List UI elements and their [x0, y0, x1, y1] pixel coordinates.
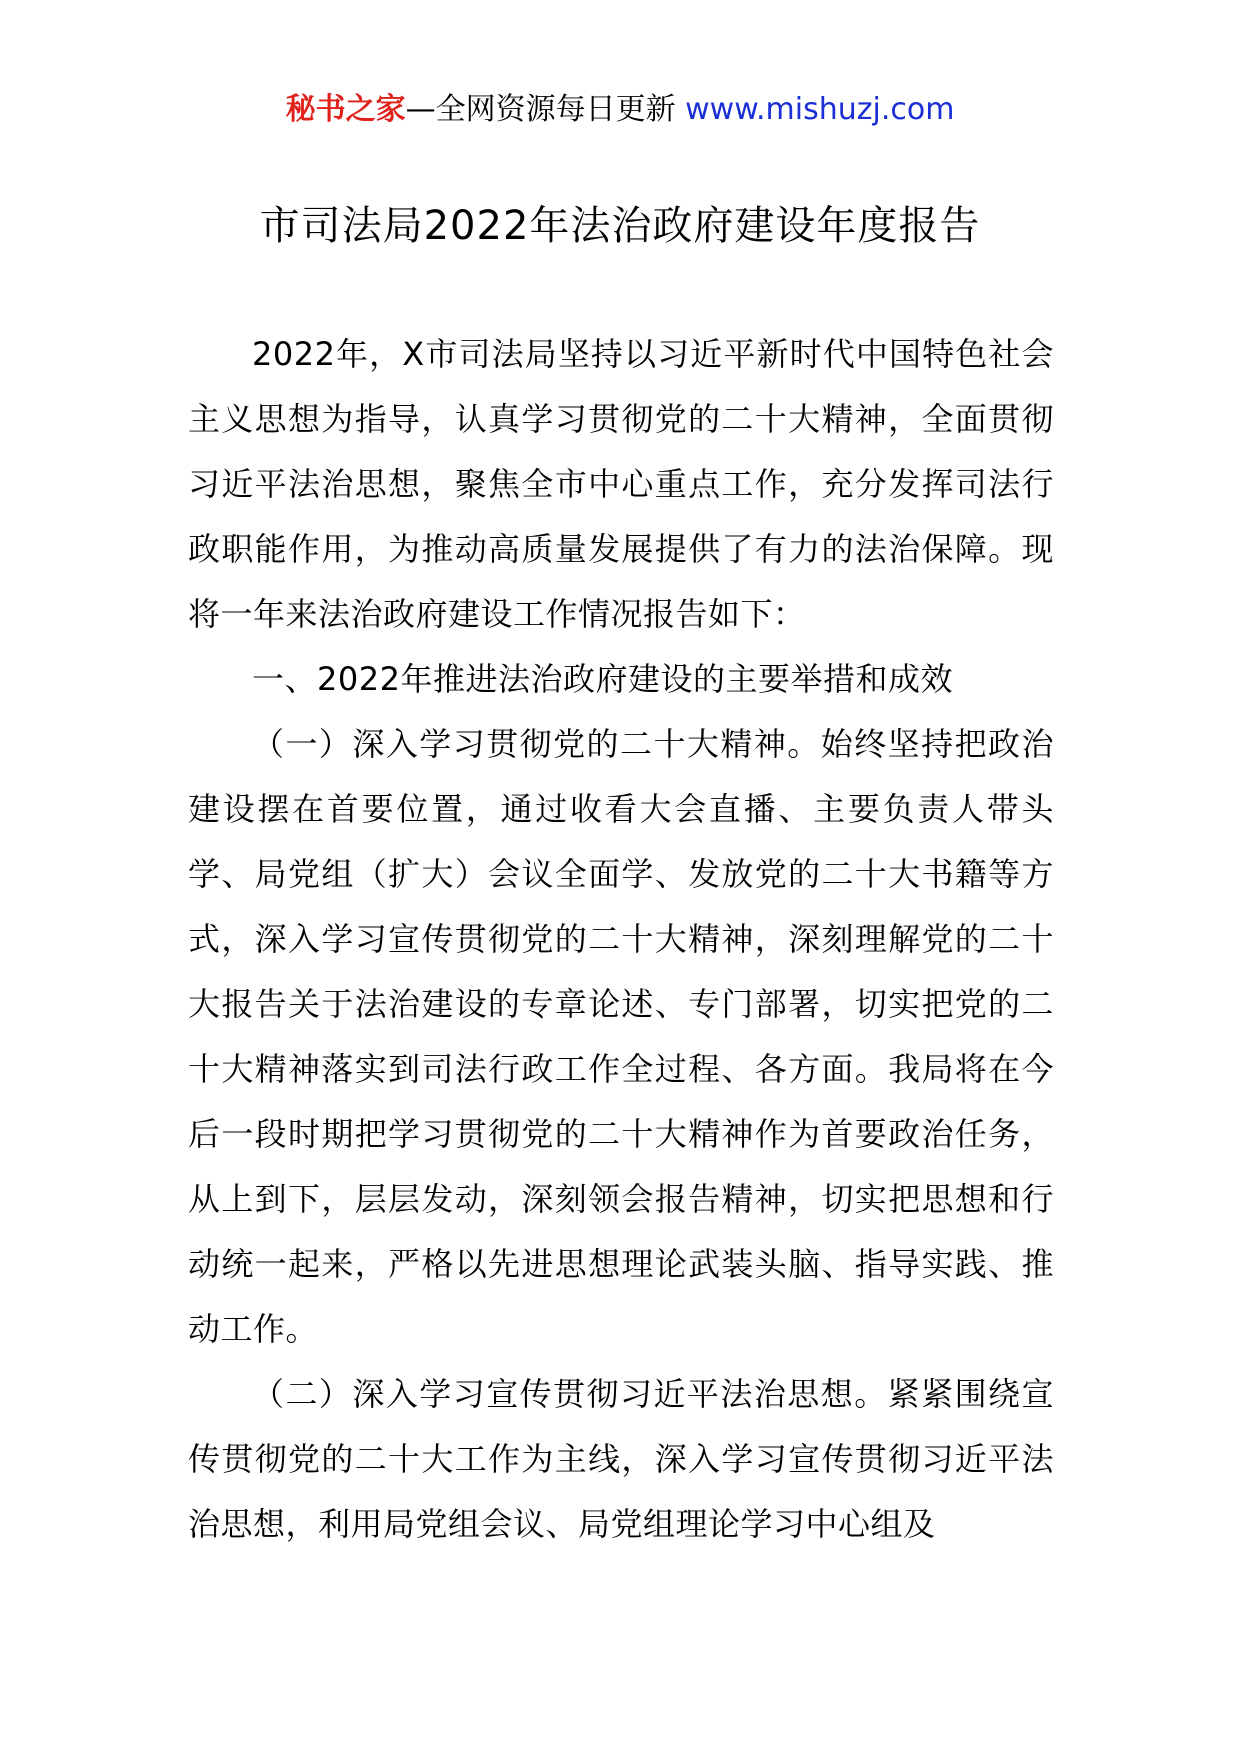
document-title: 市司法局2022年法治政府建设年度报告 — [259, 203, 981, 249]
site-header — [0, 88, 1240, 132]
brand-name: 秘书之家 — [285, 92, 406, 127]
paragraph-subsection-2: （二）深入学习宣传贯彻习近平法治思想。紧紧围绕宣传贯彻党的二十大工作为主线，深入学习宣传贯彻习近平法治思想，利用局党组会议、局党组理论学习中心组及 — [188, 1375, 1054, 1543]
paragraph-subsection-1: （一）深入学习贯彻党的二十大精神。始终坚持把政治建设摆在首要位置，通过收看大会直播、主要负责人带头学、局党组（扩大）会议全面学、发放党的二十大书籍等方式，深入学习宣传贯彻党的二十大精神，深刻理解党的二十大报告关于法治建设的专章论述、专门部署，切实把党的二十大精神落实到司法行政工作全过程、各方面。我局将在今后一段时期把学习贯彻党的二十大精神作为首要政治任务，从上到下，层层发动，深刻领会报告精神，切实把思想和行动统一起来，严格以先进思想理论武装头脑、指导实践、推动工作。 — [188, 725, 1054, 1348]
document-body — [188, 322, 1054, 1557]
header-tagline: —全网资源每日更新 — [405, 92, 686, 127]
section-heading-1: 一、2022年推进法治政府建设的主要举措和成效 — [252, 660, 953, 698]
paragraph-intro: 2022年，X市司法局坚持以习近平新时代中国特色社会主义思想为指导，认真学习贯彻党的二十大精神，全面贯彻习近平法治思想，聚焦全市中心重点工作，充分发挥司法行政职能作用，为推动高质量发展提供了有力的法治保障。现将一年来法治政府建设工作情况报告如下： — [188, 335, 1054, 633]
site-url-link[interactable]: www.mishuzj.com — [685, 92, 955, 127]
